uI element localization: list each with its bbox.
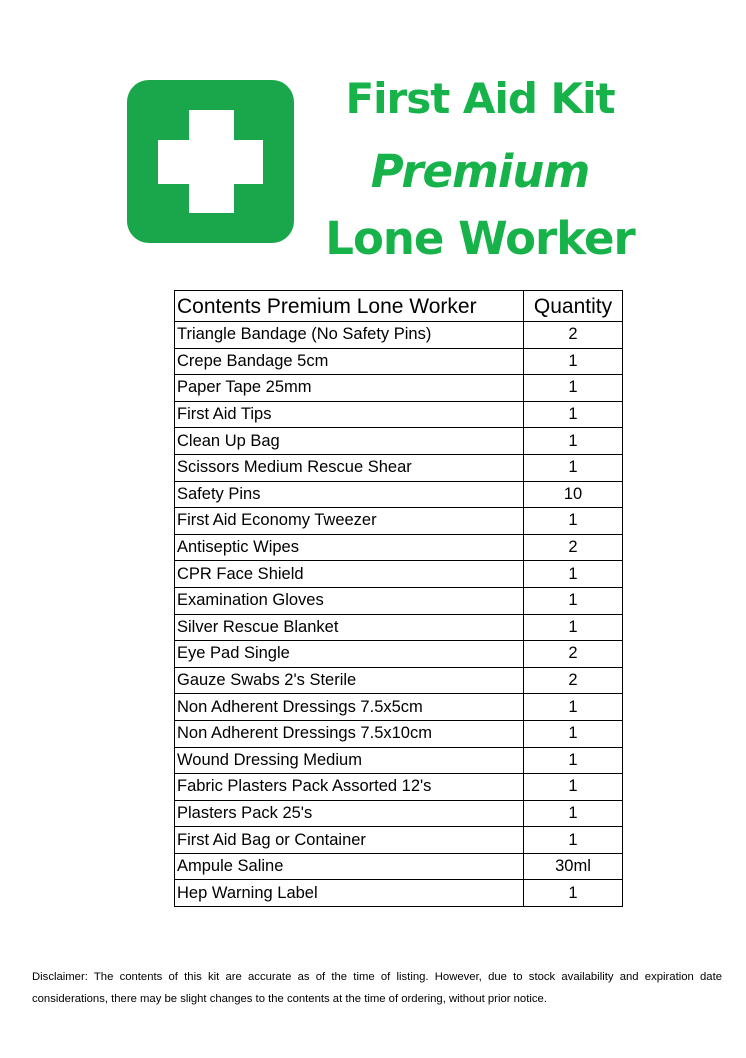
item-quantity: 2 xyxy=(524,322,623,349)
disclaimer-text: Disclaimer: The contents of this kit are accurate as of the time of listing. However, due to stock availability and expiration date considerations, there may be slight changes to the contents at the time of ordering, without prior notice. xyxy=(32,971,722,1005)
item-name: Scissors Medium Rescue Shear xyxy=(175,454,524,481)
item-name: CPR Face Shield xyxy=(175,561,524,588)
item-quantity: 1 xyxy=(524,401,623,428)
item-quantity: 1 xyxy=(524,800,623,827)
table-header-row xyxy=(175,291,623,322)
item-quantity: 1 xyxy=(524,774,623,801)
item-quantity: 1 xyxy=(524,747,623,774)
item-name: Hep Warning Label xyxy=(175,880,524,907)
item-name: Crepe Bandage 5cm xyxy=(175,348,524,375)
item-name: Antiseptic Wipes xyxy=(175,534,524,561)
table-row xyxy=(175,587,623,614)
table-row xyxy=(175,747,623,774)
item-name: First Aid Bag or Container xyxy=(175,827,524,854)
item-name: Gauze Swabs 2's Sterile xyxy=(175,667,524,694)
first-aid-cross-icon xyxy=(127,80,294,243)
title-line-1: First Aid Kit xyxy=(345,74,615,123)
quantity-header: Quantity xyxy=(524,291,623,322)
item-quantity: 1 xyxy=(524,587,623,614)
table-row xyxy=(175,561,623,588)
item-quantity: 2 xyxy=(524,667,623,694)
item-name: Examination Gloves xyxy=(175,587,524,614)
table-row xyxy=(175,853,623,880)
title-line-3: Lone Worker xyxy=(325,212,635,265)
table-row xyxy=(175,401,623,428)
table-row xyxy=(175,827,623,854)
item-quantity: 1 xyxy=(524,561,623,588)
table-row xyxy=(175,375,623,402)
item-name: Non Adherent Dressings 7.5x10cm xyxy=(175,720,524,747)
table-row xyxy=(175,667,623,694)
item-name: Paper Tape 25mm xyxy=(175,375,524,402)
item-quantity: 1 xyxy=(524,694,623,721)
table-row xyxy=(175,800,623,827)
item-quantity: 1 xyxy=(524,880,623,907)
item-name: Clean Up Bag xyxy=(175,428,524,455)
table-row xyxy=(175,481,623,508)
item-quantity: 1 xyxy=(524,375,623,402)
item-quantity: 2 xyxy=(524,534,623,561)
contents-table xyxy=(174,290,623,907)
item-quantity: 1 xyxy=(524,720,623,747)
table-row xyxy=(175,348,623,375)
item-name: Silver Rescue Blanket xyxy=(175,614,524,641)
title-line-2: Premium xyxy=(370,145,590,198)
item-quantity: 10 xyxy=(524,481,623,508)
item-quantity: 1 xyxy=(524,827,623,854)
item-name: Ampule Saline xyxy=(175,853,524,880)
table-row xyxy=(175,428,623,455)
table-row xyxy=(175,694,623,721)
item-name: Triangle Bandage (No Safety Pins) xyxy=(175,322,524,349)
item-name: First Aid Economy Tweezer xyxy=(175,508,524,535)
item-name: Non Adherent Dressings 7.5x5cm xyxy=(175,694,524,721)
item-name: Eye Pad Single xyxy=(175,641,524,668)
table-row xyxy=(175,720,623,747)
table-row xyxy=(175,534,623,561)
item-quantity: 1 xyxy=(524,454,623,481)
contents-header: Contents Premium Lone Worker xyxy=(175,291,524,322)
item-quantity: 1 xyxy=(524,508,623,535)
cross-horizontal-bar xyxy=(158,140,263,184)
item-quantity: 1 xyxy=(524,614,623,641)
table-body xyxy=(175,322,623,907)
table-row xyxy=(175,880,623,907)
table-row xyxy=(175,322,623,349)
table-row xyxy=(175,614,623,641)
item-name: Fabric Plasters Pack Assorted 12's xyxy=(175,774,524,801)
item-quantity: 1 xyxy=(524,348,623,375)
table-row xyxy=(175,641,623,668)
table-row xyxy=(175,508,623,535)
item-quantity: 1 xyxy=(524,428,623,455)
table-row xyxy=(175,774,623,801)
item-name: Plasters Pack 25's xyxy=(175,800,524,827)
item-name: Wound Dressing Medium xyxy=(175,747,524,774)
item-name: First Aid Tips xyxy=(175,401,524,428)
item-quantity: 2 xyxy=(524,641,623,668)
item-quantity: 30ml xyxy=(524,853,623,880)
table-row xyxy=(175,454,623,481)
item-name: Safety Pins xyxy=(175,481,524,508)
